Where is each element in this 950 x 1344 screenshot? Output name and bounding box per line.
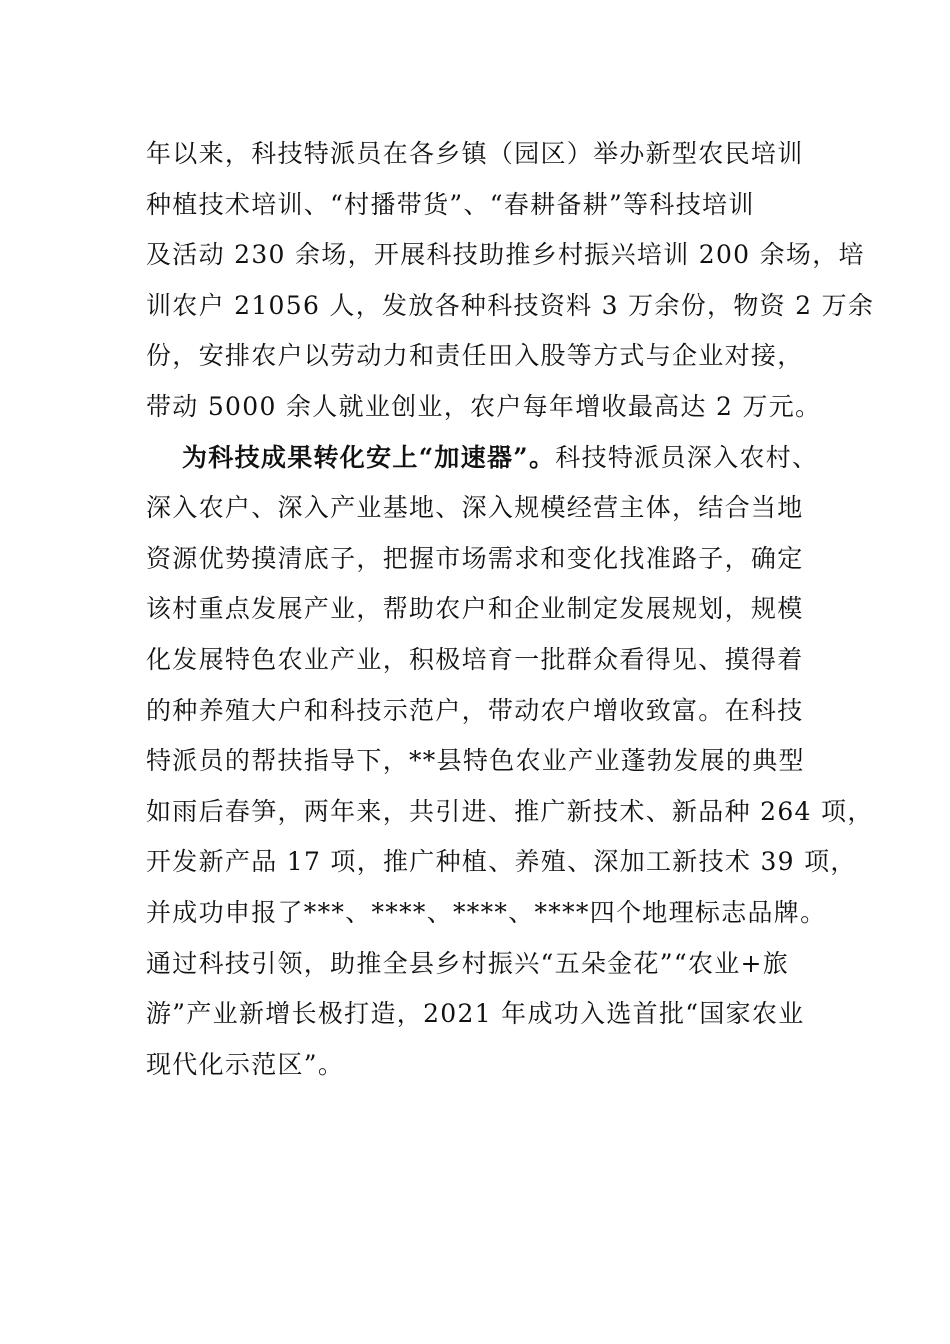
- paragraph-2: [146, 433, 874, 1091]
- paragraph-1: [146, 129, 875, 433]
- paragraph-line: 深入农户、深入产业基地、深入规模经营主体，结合当地: [146, 493, 804, 523]
- paragraph-line: 现代化示范区”。: [146, 1049, 345, 1079]
- paragraph-first-line: [146, 433, 826, 484]
- paragraph-line: 该村重点发展产业，帮助农户和企业制定发展规划，规模: [146, 594, 804, 624]
- paragraph-line: 种植技术培训、“村播带货”、“春耕备耕”等科技培训: [146, 189, 755, 219]
- paragraph-line: 年以来，科技特派员在各乡镇（园区）举办新型农民培训: [146, 139, 804, 168]
- paragraph-line: 如雨后春笋，两年来，共引进、推广新技术、新品种 264 项，: [146, 796, 874, 826]
- paragraph-line: 及活动 230 余场，开展科技助推乡村振兴培训 200 余场，培: [146, 240, 865, 270]
- paragraph-line: 的种养殖大户和科技示范户，带动农户增收致富。在科技: [146, 695, 804, 725]
- paragraph-line: 特派员的帮扶指导下，**县特色农业产业蓬勃发展的典型: [146, 746, 805, 776]
- paragraph-line: 并成功申报了***、****、****、****四个地理标志品牌。: [146, 897, 827, 927]
- document-body: [146, 129, 875, 1090]
- paragraph-first-line-text: 科技特派员深入农村、: [555, 442, 819, 472]
- paragraph-line: 资源优势摸清底子，把握市场需求和变化找准路子，确定: [146, 543, 804, 573]
- paragraph-line: 带动 5000 余人就业创业，农户每年增收最高达 2 万元。: [146, 391, 822, 421]
- paragraph-line: 份，安排农户以劳动力和责任田入股等方式与企业对接，: [146, 341, 804, 371]
- paragraph-line: 开发新产品 17 项，推广种植、养殖、深加工新技术 39 项，: [146, 847, 857, 877]
- paragraph-line: 游”产业新增长极打造，2021 年成功入选首批“国家农业: [146, 999, 805, 1029]
- paragraph-line: 化发展特色农业产业，积极培育一批群众看得见、摸得着: [146, 644, 804, 674]
- paragraph-line: 通过科技引领，助推全县乡村振兴“五朵金花”“农业+旅: [146, 948, 790, 978]
- paragraph-lead-heading: 为科技成果转化安上“加速器”。: [182, 442, 556, 472]
- paragraph-line: 训农户 21056 人，发放各种科技资料 3 万余份，物资 2 万余: [146, 290, 875, 320]
